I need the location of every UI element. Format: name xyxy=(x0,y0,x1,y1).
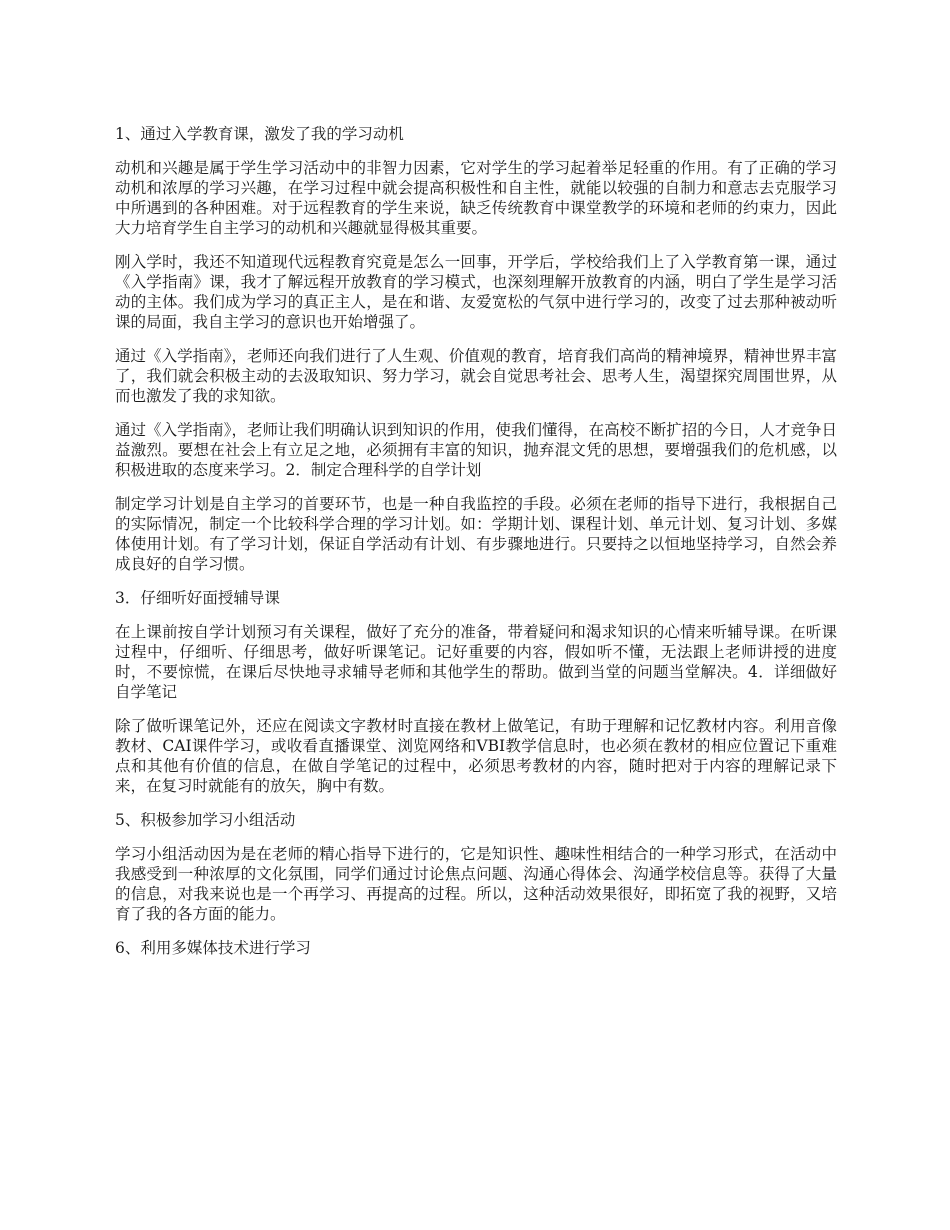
paragraph-guide-knowledge: 通过《入学指南》，老师让我们明确认识到知识的作用，使我们懂得，在高校不断扩招的今日，人才竞争日益激烈。要想在社会上有立足之地，必须拥有丰富的知识，抛弃混文凭的思想，要增强我们的危机感，以积极进取的态度来学习。2．制定合理科学的自学计划 xyxy=(115,421,837,479)
paragraph-study-plan: 制定学习计划是自主学习的首要环节，也是一种自我监控的手段。必须在老师的指导下进行，我根据自己的实际情况，制定一个比较科学合理的学习计划。如：学期计划、课程计划、单元计划、复习计划、多媒体使用计划。有了学习计划，保证自学活动有计划、有步骤地进行。只要持之以恒地坚持学习，自然会养成良好的自学习惯。 xyxy=(115,495,837,573)
paragraph-notes: 除了做听课笔记外，还应在阅读文字教材时直接在教材上做笔记，有助于理解和记忆教材内容。利用音像教材、CAI课件学习，或收看直播课堂、浏览网络和VBI教学信息时，也必须在教材的相应位置记下重难点和其他有价值的信息，在做自学笔记的过程中，必须思考教材的内容，随时把对于内容的理解记录下来，在复习时就能有的放矢，胸中有数。 xyxy=(115,717,837,795)
paragraph-tutoring: 在上课前按自学计划预习有关课程，做好了充分的准备，带着疑问和渴求知识的心情来听辅导课。在听课过程中，仔细听、仔细思考，做好听课笔记。记好重要的内容，假如听不懂，无法跟上老师讲授的进度时，不要惊慌，在课后尽快地寻求辅导老师和其他学生的帮助。做到当堂的问题当堂解决。4．详细做好自学笔记 xyxy=(115,623,837,701)
section-heading-6: 6、利用多媒体技术进行学习 xyxy=(115,939,311,957)
paragraph-guide-values: 通过《入学指南》，老师还向我们进行了人生观、价值观的教育，培育我们高尚的精神境界，精神世界丰富了，我们就会积极主动的去汲取知识、努力学习，就会自觉思考社会、思考人生，渴望探究周围世界，从而也激发了我的求知欲。 xyxy=(115,347,837,405)
paragraph-motivation: 动机和兴趣是属于学生学习活动中的非智力因素，它对学生的学习起着举足轻重的作用。有了正确的学习动机和浓厚的学习兴趣，在学习过程中就会提高积极性和自主性，就能以较强的自制力和意志去克服学习中所遇到的各种困难。对于远程教育的学生来说，缺乏传统教育中课堂教学的环境和老师的约束力，因此大力培育学生自主学习的动机和兴趣就显得极其重要。 xyxy=(115,159,837,237)
document-page xyxy=(115,124,837,972)
paragraph-study-group: 学习小组活动因为是在老师的精心指导下进行的，它是知识性、趣味性相结合的一种学习形式，在活动中我感受到一种浓厚的文化氛围，同学们通过讨论焦点问题、沟通心得体会、沟通学校信息等。获得了大量的信息，对我来说也是一个再学习、再提高的过程。所以，这种活动效果很好，即拓宽了我的视野，又培育了我的各方面的能力。 xyxy=(115,845,837,923)
paragraph-enrollment: 刚入学时，我还不知道现代远程教育究竟是怎么一回事，开学后，学校给我们上了入学教育第一课，通过《入学指南》课，我才了解远程开放教育的学习模式，也深刻理解开放教育的内涵，明白了学生是学习活动的主体。我们成为学习的真正主人，是在和谐、友爱宽松的气氛中进行学习的，改变了过去那种被动听课的局面，我自主学习的意识也开始增强了。 xyxy=(115,253,837,331)
section-heading-1: 1、通过入学教育课，激发了我的学习动机 xyxy=(115,125,404,143)
section-heading-5: 5、积极参加学习小组活动 xyxy=(115,811,296,829)
section-heading-3: 3．仔细听好面授辅导课 xyxy=(115,589,280,607)
